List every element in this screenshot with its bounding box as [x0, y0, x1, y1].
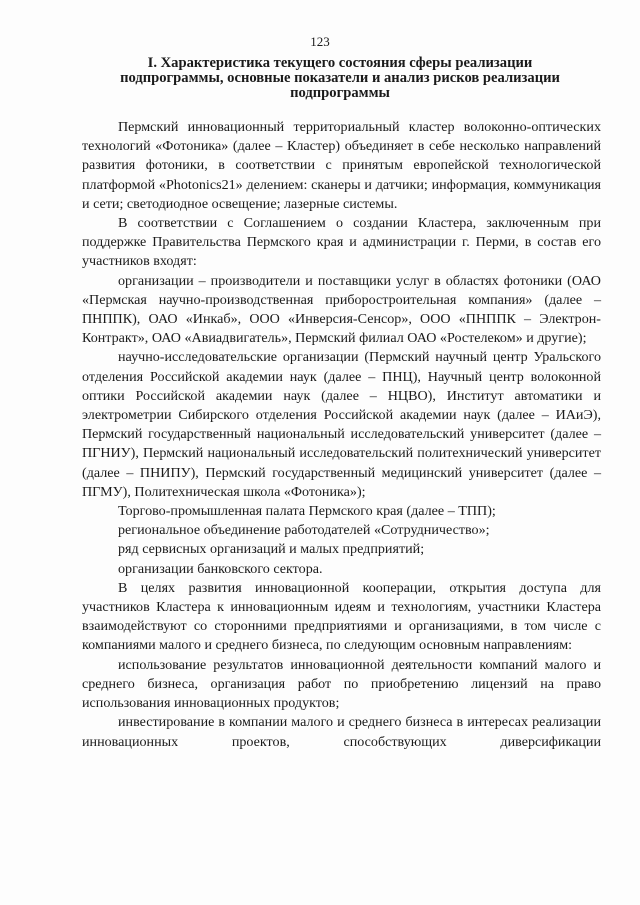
paragraph-participants-intro: В соответствии с Соглашением о создании Кластера, заключенным при поддержке Правительства Пермского края и администрации г. Перми, в состав его участников входят:	[82, 215, 601, 270]
page-number: 123	[310, 34, 330, 49]
paragraph-cluster-intro: Пермский инновационный территориальный кластер волоконно-оптических технологий «Фотоника» (далее – Кластер) объединяет в себе несколько направлений развития фотоники, в соответствии с принятым европейской технологической платформой «Photonics21» делением: сканеры и датчики; информация, коммуникация и сети; светодиодное освещение; лазерные системы.	[82, 119, 601, 212]
list-item-research-organizations: научно-исследовательские организации (Пермский научный центр Уральского отделения Российской академии наук (далее – ПНЦ), Научный центр волоконной оптики Российской академии наук (далее – НЦВО), Институт автоматики и электрометрии Сибирского отделения Российской академии наук (далее – ИАиЭ), Пермский государственный национальный исследовательский университет (далее – ПГНИУ), Пермский национальный исследовательский политехнический университет (далее – ПНИПУ), Пермский государственный медицинский университет (далее – ПГМУ), Политехническая школа «Фотоника»);	[82, 349, 601, 500]
section-heading: I. Характеристика текущего состояния сферы реализации подпрограммы, основные показатели и анализ рисков реализации подпрограммы	[120, 55, 560, 101]
paragraph-cooperation: В целях развития инновационной кооперации, открытия доступа для участников Кластера к инновационным идеям и технологиям, участники Кластера взаимодействуют со сторонними предприятиями и организациями, в том числе с компаниями малого и среднего бизнеса, по следующим основным направлениям:	[82, 579, 601, 654]
list-item-investment: инвестирование в компании малого и среднего бизнеса в интересах реализации инновационных проектов, способствующих диверсификации	[82, 714, 601, 750]
document-body	[82, 118, 601, 752]
list-item-photonics-organizations: организации – производители и поставщики услуг в областях фотоники (ОАО «Пермская научно-производственная приборостроительная компания» (далее – ПНППК), ОАО «Инкаб», ООО «Инверсия-Сенсор», ООО «ПНППК – Электрон-Контракт», ОАО «Авиадвигатель», Пермский филиал ОАО «Ростелеком» и другие);	[82, 272, 601, 347]
list-item-service-organizations: ряд сервисных организаций и малых предприятий;	[118, 541, 425, 558]
list-item-innovation-results: использование результатов инновационной деятельности компаний малого и среднего бизнеса, организация работ по приобретению лицензий на право использования инновационных продуктов;	[82, 656, 601, 712]
list-item-chamber-of-commerce: Торгово-промышленная палата Пермского края (далее – ТПП);	[118, 503, 496, 520]
list-item-employers-association: региональное объединение работодателей «Сотрудничество»;	[118, 522, 490, 539]
list-item-banking-sector: организации банковского сектора.	[118, 560, 323, 577]
